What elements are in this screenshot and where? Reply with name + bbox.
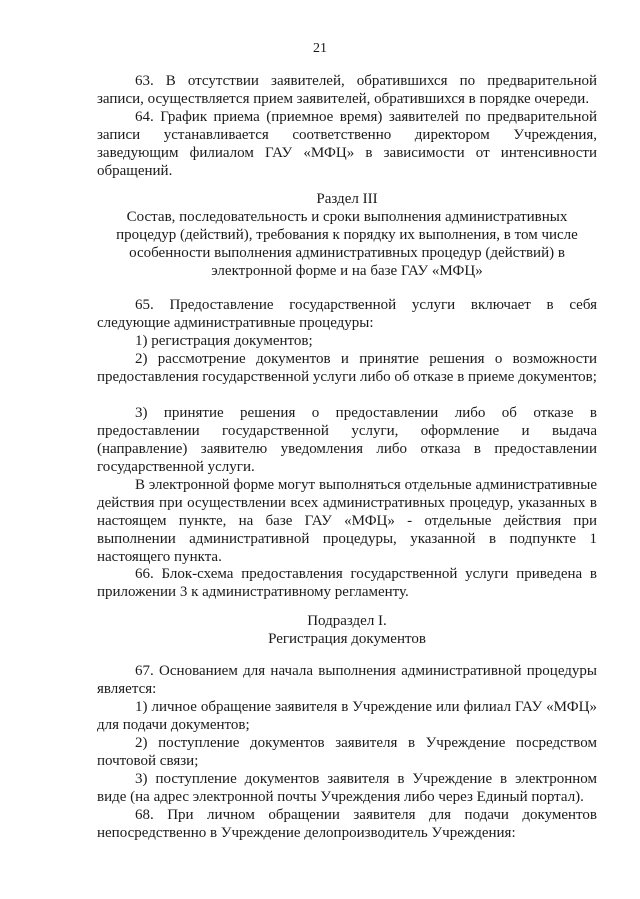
paragraph-text: В электронной форме могут выполняться отдельные административные действия при осуществлении всех административных процедур, указанных в настоящем пункте, на базе ГАУ «МФЦ» - отдельные действия при выполнении административной процедуры, указанной в подпункте 1 настоящего пункта. bbox=[97, 477, 597, 565]
section-heading: Раздел III bbox=[316, 191, 378, 207]
p65-item-2 bbox=[97, 350, 597, 386]
p67-item-3 bbox=[97, 770, 597, 806]
list-item: 3) поступление документов заявителя в Учреждение в электронном виде (на адрес электронной почты Учреждения либо через Единый портал). bbox=[97, 771, 597, 805]
section-heading-block bbox=[97, 190, 597, 280]
paragraph-text: 67. Основанием для начала выполнения административной процедуры является: bbox=[97, 663, 597, 697]
paragraph-65 bbox=[97, 296, 597, 332]
p67-item-1 bbox=[97, 698, 597, 734]
subsection-heading-block bbox=[97, 612, 597, 648]
p67-item-2 bbox=[97, 734, 597, 770]
paragraph-text: 63. В отсутствии заявителей, обратившихся по предварительной записи, осуществляется прием заявителей, обратившихся в порядке очереди. bbox=[97, 73, 597, 107]
list-item: 1) регистрация документов; bbox=[135, 333, 313, 349]
list-item: 1) личное обращение заявителя в Учреждение или филиал ГАУ «МФЦ» для подачи документов; bbox=[97, 699, 597, 733]
paragraph-67 bbox=[97, 662, 597, 698]
paragraph-text: 68. При личном обращении заявителя для подачи документов непосредственно в Учреждение делопроизводитель Учреждения: bbox=[97, 807, 597, 841]
subsection-title: Регистрация документов bbox=[268, 631, 426, 647]
paragraph-text: 66. Блок-схема предоставления государственной услуги приведена в приложении 3 к административному регламенту. bbox=[97, 566, 597, 600]
paragraph-63 bbox=[97, 72, 597, 108]
paragraph-text: 64. График приема (приемное время) заявителей по предварительной записи устанавливается соответственно директором Учреждения, заведующим филиалом ГАУ «МФЦ» в зависимости от интенсивности обращений. bbox=[97, 109, 597, 179]
list-item: 2) поступление документов заявителя в Учреждение посредством почтовой связи; bbox=[97, 735, 597, 769]
list-item: 2) рассмотрение документов и принятие решения о возможности предоставления государственной услуги либо об отказе в приеме документов; bbox=[97, 351, 597, 385]
p65-item-1 bbox=[97, 332, 597, 350]
p65-item-3 bbox=[97, 404, 597, 476]
section-title: Состав, последовательность и сроки выполнения административных процедур (действий), требования к порядку их выполнения, в том числе особенности выполнения административных процедур (действий) в электронной форме и на базе ГАУ «МФЦ» bbox=[116, 209, 578, 279]
list-item: 3) принятие решения о предоставлении либо об отказе в предоставлении государственной услуги, оформление и выдача (направление) заявителю уведомления либо отказа в предоставлении государственной услуги. bbox=[97, 405, 597, 475]
paragraph-64 bbox=[97, 108, 597, 180]
page-number: 21 bbox=[313, 41, 327, 56]
paragraph-68 bbox=[97, 806, 597, 842]
subsection-heading: Подраздел I. bbox=[307, 613, 387, 629]
paragraph-66 bbox=[97, 565, 597, 601]
p65-electronic bbox=[97, 476, 597, 566]
paragraph-text: 65. Предоставление государственной услуги включает в себя следующие административные процедуры: bbox=[97, 297, 597, 331]
